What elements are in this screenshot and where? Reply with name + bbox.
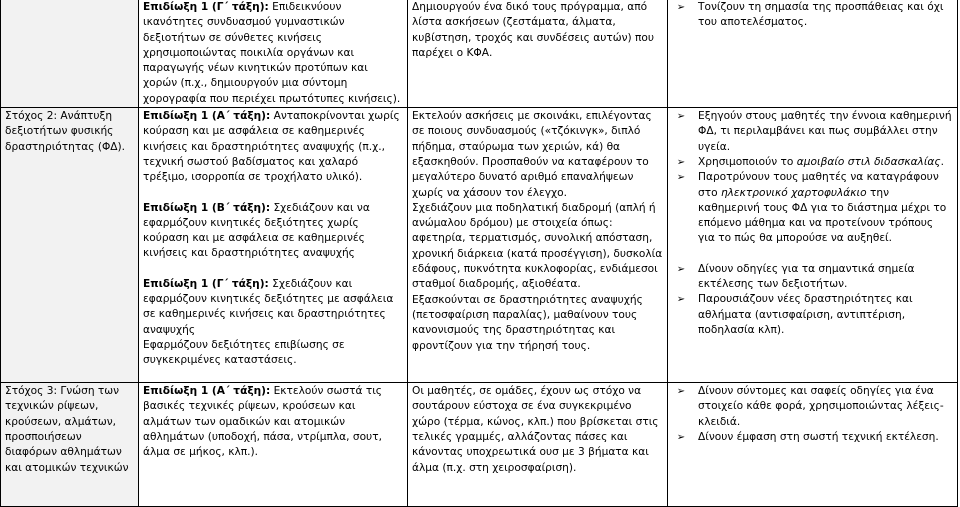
arrow-bullet-icon: ➢ (676, 386, 686, 398)
arrow-bullet-icon: ➢ (676, 111, 686, 123)
objective-cell (139, 108, 408, 383)
teaching-cell (668, 108, 958, 383)
teaching-list (672, 384, 953, 445)
objective-label: Επιδίωξη 1 (Γ΄ τάξη): (143, 277, 269, 290)
goal-cell (1, 108, 139, 383)
table-row (1, 383, 958, 507)
teaching-list (672, 0, 953, 31)
list-item: ➢ Δίνουν έμφαση στη σωστή τεχνική εκτέλεση. (698, 430, 953, 445)
activity-cell (408, 383, 668, 507)
activity-cell (408, 108, 668, 383)
objective-text: Ανταποκρίνονται χωρίς κούραση και με ασφάλεια σε καθημερινές κινήσεις και δραστηριότητες αναψυχής (π.χ., τεχνική σωστού βαδίσματος και χαλαρό τρέξιμο, ισορροπία σε τροχήλατο υλικό). (143, 110, 400, 184)
goal-text: Στόχος 2: Ανάπτυξη δεξιοτήτων φυσικής δραστηριότητας (ΦΔ). (5, 110, 126, 153)
activity-text: Εκτελούν ασκήσεις με σκοινάκι, επιλέγοντας σε ποιους συνδυασμούς («τζόκινγκ», διπλό πήδημα, σταύρωμα των χεριών, κά) θα εξασκηθούν. Προσπαθούν να καταφέρουν το μεγαλύτερο δυνατό αριθμό επαναλήψεων χωρίς να χάσουν τον έλεγχο. (412, 110, 652, 199)
teaching-cell (668, 383, 958, 507)
objective-text: Εφαρμόζουν δεξιότητες επιβίωσης σε συγκεκριμένες καταστάσεις. (143, 338, 345, 367)
objective-text: Εκτελούν σωστά τις βασικές τεχνικές ρίψεων, κρούσεων και αλμάτων των ομαδικών και ατομικών αθλημάτων (υποδοχή, πάσα, ντρίμπλα, σουτ, άλμα σε μήκος, κλπ.). (143, 385, 383, 459)
table-row (1, 0, 958, 108)
objective-text: Σχεδιάζουν και να εφαρμόζουν κινητικές δεξιότητες χωρίς κούραση και με ασφάλεια σε καθημερινές κινήσεις και δραστηριότητες αναψυχής (143, 201, 370, 260)
objective-label: Επιδίωξη 1 (Α΄ τάξη): (143, 385, 271, 398)
table-row (1, 108, 958, 383)
arrow-bullet-icon: ➢ (676, 294, 686, 306)
objective-label: Επιδίωξη 1 (Γ΄ τάξη): (143, 1, 269, 13)
activity-text: Εξασκούνται σε δραστηριότητες αναψυχής (πετοσφαίριση παραλίας), μαθαίνουν τους κανονισμούς της δραστηριότητας και φροντίζουν για την τήρησή τους. (412, 293, 643, 352)
objective-cell (139, 0, 408, 108)
list-item: ➢ Παροτρύνουν τους μαθητές να καταγράφουν στο ηλεκτρονικό χαρτοφυλάκιο την καθημερινή τους ΦΔ για το διάστημα μέχρι το επόμενο μάθημα και να προτείνουν τρόπους για το πώς θα μπορούσε να αυξηθεί. (698, 170, 953, 246)
list-item: ➢ Τονίζουν τη σημασία της προσπάθειας και όχι του αποτελέσματος. (698, 0, 953, 31)
objective-label: Επιδίωξη 1 (Α΄ τάξη): (143, 110, 271, 123)
activity-text: Οι μαθητές, σε ομάδες, έχουν ως στόχο να σουτάρουν εύστοχα σε ένα συγκεκριμένο χώρο (τέρμα, κώνος, κλπ.) που βρίσκεται στις τελικές γραμμές, αλλάζοντας πάσες και κάνοντας υποχρεωτικά ουσ με 3 βήματα και άλμα (π.χ. στη χειροσφαίριση). (412, 385, 659, 474)
arrow-bullet-icon: ➢ (676, 172, 686, 184)
arrow-bullet-icon: ➢ (676, 2, 686, 13)
activity-text: Δημιουργούν ένα δικό τους πρόγραμμα, από λίστα ασκήσεων (ζεστάματα, άλματα, κυβίστηση, τροχός και συνδέσεις αυτών) που παρέχει ο ΚΦΑ. (412, 1, 654, 59)
goal-cell (1, 383, 139, 507)
objective-cell (139, 383, 408, 507)
teaching-cell (668, 0, 958, 108)
arrow-bullet-icon: ➢ (676, 431, 686, 443)
arrow-bullet-icon: ➢ (676, 156, 686, 168)
list-item: ➢ Δίνουν οδηγίες για τα σημαντικά σημεία εκτέλεσης των δεξιοτήτων. (698, 262, 953, 293)
goal-cell (1, 0, 139, 108)
list-item: ➢ Χρησιμοποιούν το αμοιβαίο στιλ διδασκαλίας. (698, 155, 953, 170)
objective-label: Επιδίωξη 1 (Β΄ τάξη): (143, 201, 271, 214)
teaching-list (672, 262, 953, 338)
objective-text: Σχεδιάζουν και εφαρμόζουν κινητικές δεξιότητες με ασφάλεια σε καθημερινές κινήσεις και δραστηριότητες αναψυχής (143, 277, 394, 336)
list-item: ➢ Παρουσιάζουν νέες δραστηριότητες και αθλήματα (αντισφαίριση, αντιπτέριση, ποδηλασία κλπ). (698, 292, 953, 338)
activity-text: Σχεδιάζουν μια ποδηλατική διαδρομή (απλή ή ανώμαλου δρόμου) με στοιχεία όπως: αφετηρία, τερματισμός, συνολική απόσταση, χρονική διάρκεια (κατά προσέγγιση), δυσκολία εδάφους, πυκνότητα κυκλοφορίας, ενδιάμεσοι σταθμοί διαδρομής, αξιοθέατα. (412, 201, 663, 291)
list-item: ➢ Δίνουν σύντομες και σαφείς οδηγίες για ένα στοιχείο κάθε φορά, χρησιμοποιώντας λέξεις-κλειδιά. (698, 384, 953, 430)
goal-text: Στόχος 3: Γνώση των τεχνικών ρίψεων, κρούσεων, αλμάτων, προσποιήσεων διαφόρων αθλημάτων και ατομικών τεχνικών (5, 385, 129, 474)
list-item: ➢ Εξηγούν στους μαθητές την έννοια καθημερινή ΦΔ, τι περιλαμβάνει και πως συμβάλλει στην υγεία. (698, 109, 953, 155)
activity-cell (408, 0, 668, 108)
arrow-bullet-icon: ➢ (676, 263, 686, 275)
objective-text: Επιδεικνύουν ικανότητες συνδυασμού γυμναστικών δεξιοτήτων σε σύνθετες κινήσεις χρησιμοποιώντας ποικιλία οργάνων και παραγωγής νέων κινητικών προτύπων και χορών (π.χ., δημιουργούν μια σύντομη χορογραφία που περιέχει πρωτότυπες κινήσεις). (143, 1, 401, 105)
teaching-list (672, 109, 953, 247)
